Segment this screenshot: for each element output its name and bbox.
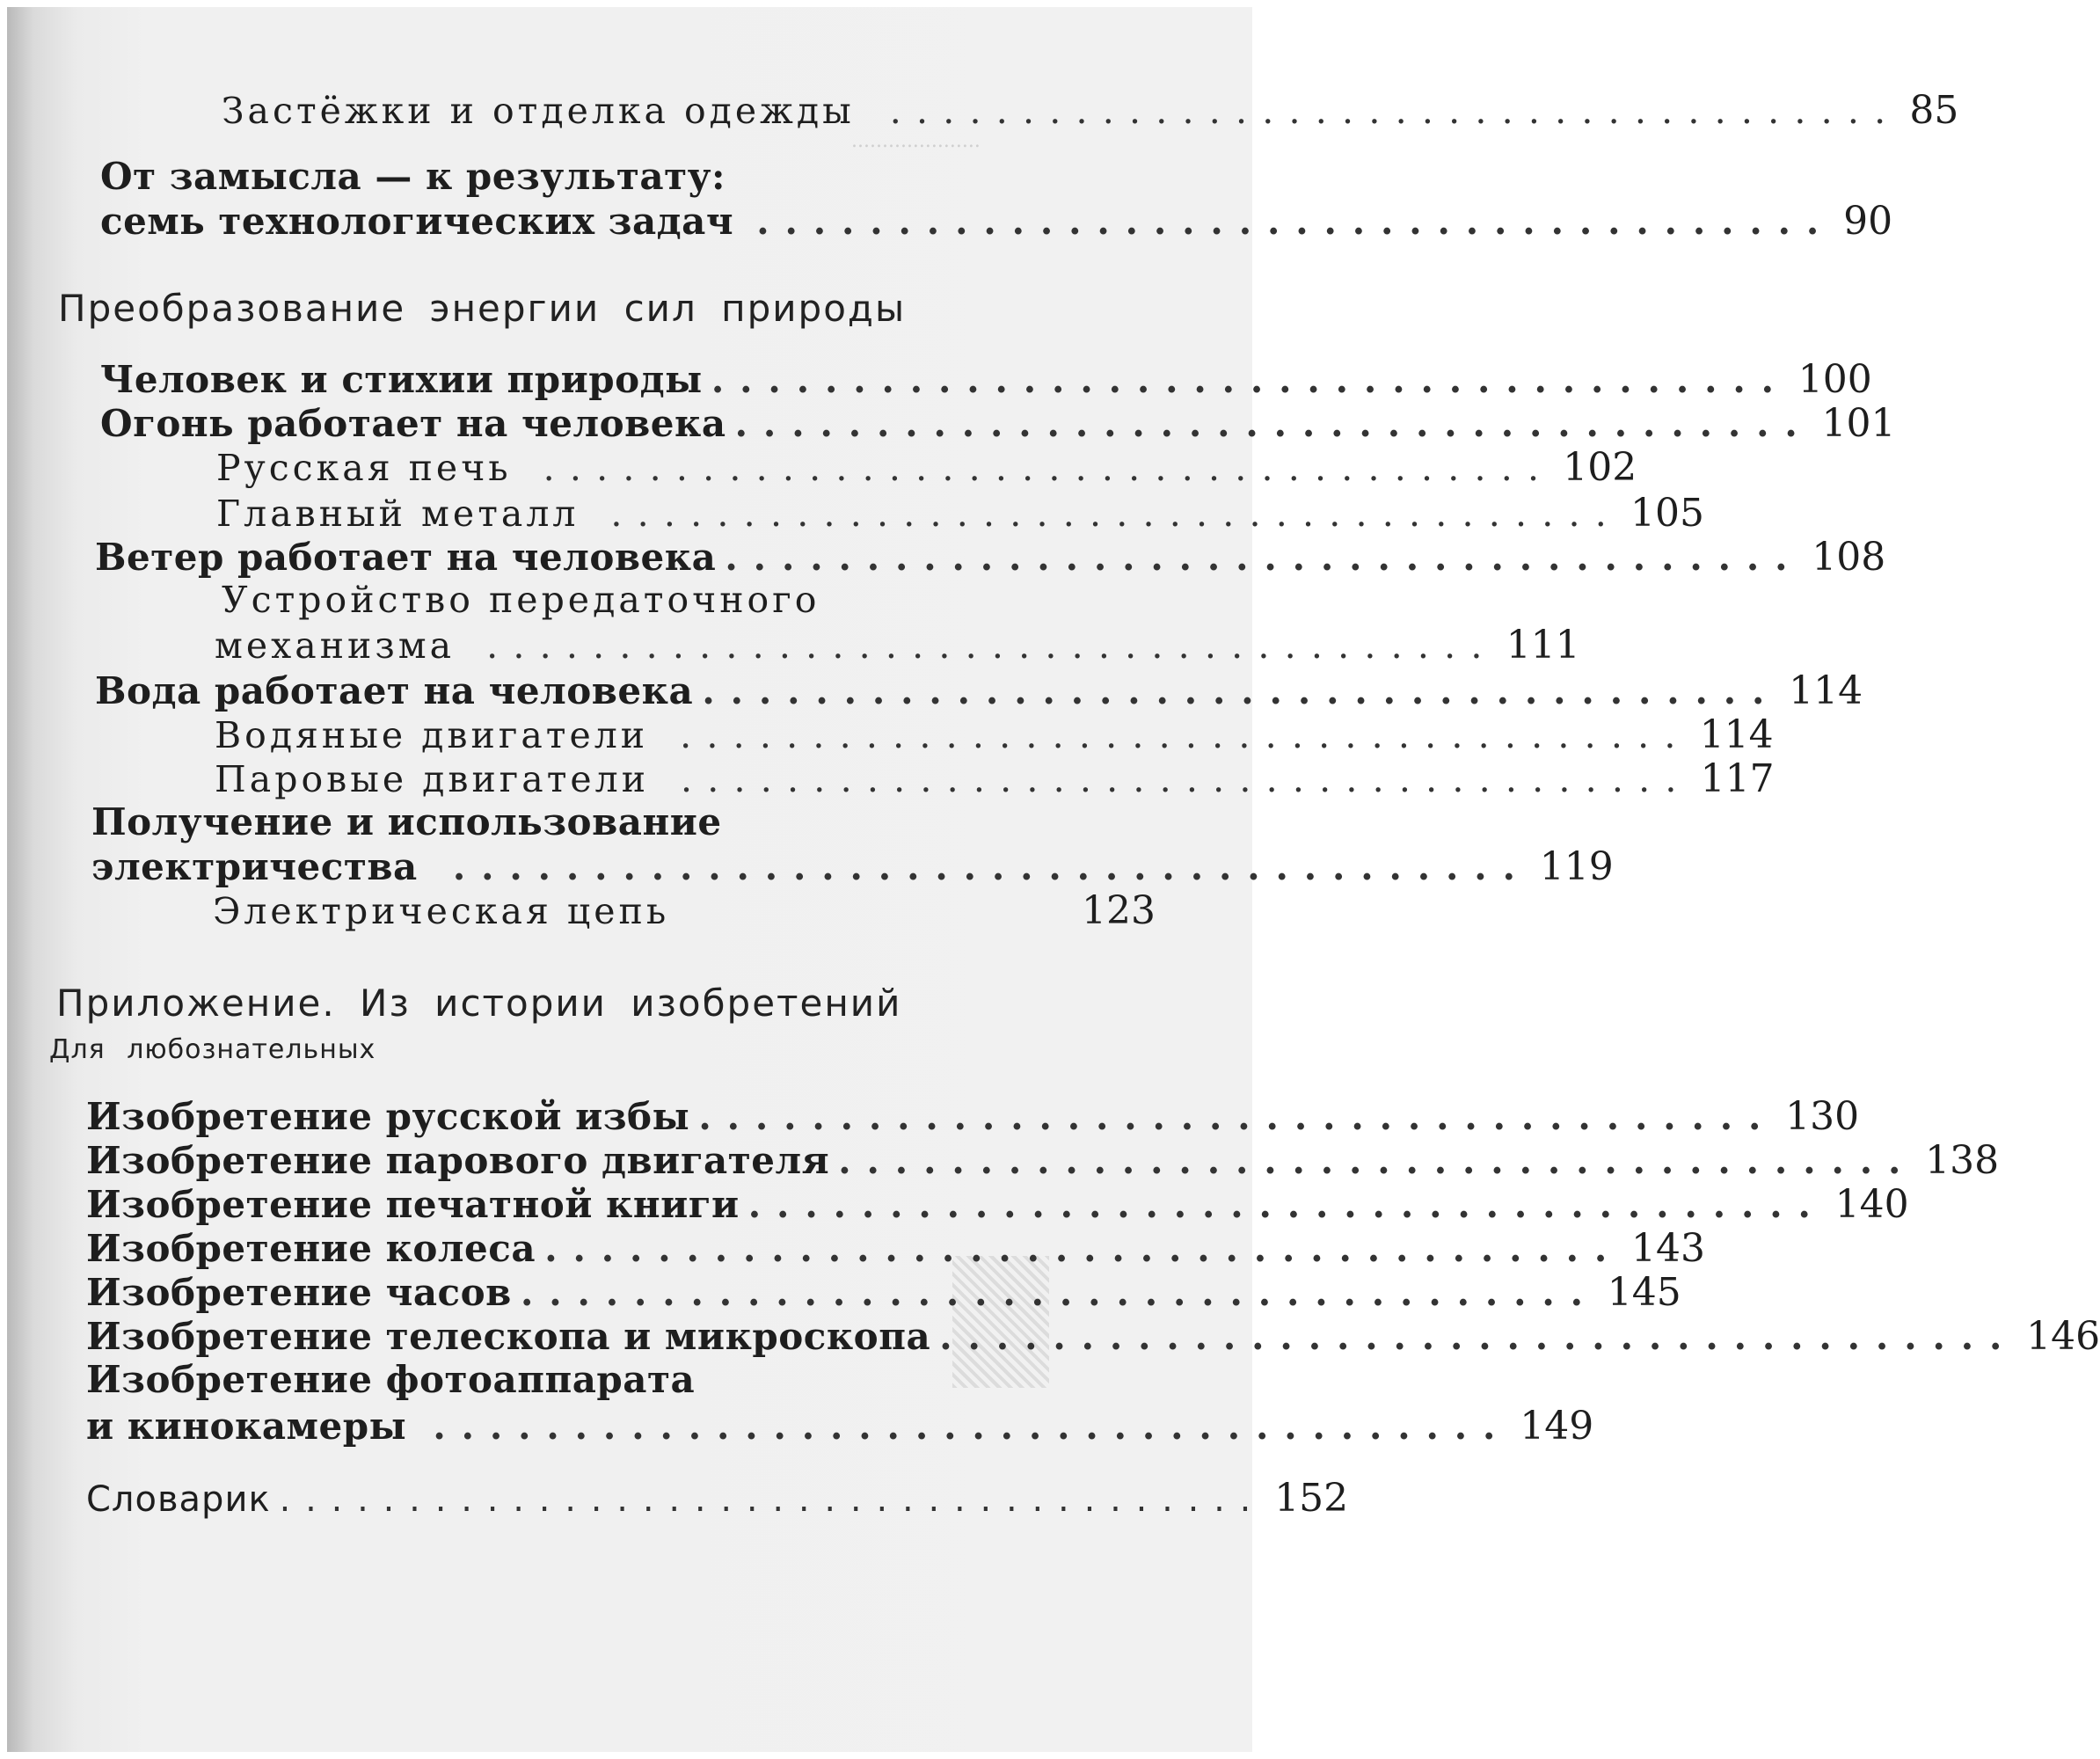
toc-entry-title: Получение и использование [91,800,722,843]
toc-entry-title: Изобретение колеса [86,1227,536,1270]
toc-entry [7,756,1775,801]
toc-leader-dots: ...................................... [543,447,1555,489]
toc-entry [7,1358,1252,1401]
toc-entry-title: Русская печь [216,447,512,489]
toc-entry [7,712,1774,757]
toc-entry-title: электричества [91,845,418,888]
toc-entry-title: От замысла — к результату: [100,155,726,198]
toc-leader-dots: ...................................... [734,402,1813,445]
toc-entry [7,1404,1594,1449]
toc-entry-title: Огонь работает на человека [100,402,726,445]
toc-leader-dots: ...................................... [702,669,1781,712]
toc-leader-dots: ...................................... [756,200,1835,243]
toc-entry-page: 119 [1539,844,1614,889]
toc-entry-title: Изобретение телескопа и микроскопа [86,1315,931,1358]
toc-entry-title: Изобретение фотоаппарата [86,1358,696,1401]
toc-entry-title: семь технологических задач [100,200,734,243]
toc-entry-page: 102 [1563,445,1637,490]
toc-leader-dots: ...................................... [725,536,1804,579]
toc-entry [7,668,1863,713]
toc-entry-title: Человек и стихии природы [100,358,703,401]
toc-leader-dots: ...................................... [838,1139,1917,1182]
toc-entry [7,491,1705,536]
subsection-heading-curious: Для любознательных [49,1034,376,1065]
toc-entry-page: 140 [1834,1182,1909,1227]
toc-entry [7,1476,1349,1521]
toc-entry [7,844,1614,889]
toc-leader-dots: ...................................... [747,1183,1827,1226]
toc-entry-page: 146 [2026,1314,2100,1359]
toc-entry-page: 143 [1631,1226,1706,1271]
toc-entry-title: Устройство передаточного [222,579,820,621]
toc-entry-page: 108 [1812,535,1886,580]
toc-entry-page: 117 [1700,756,1775,801]
toc-entry [7,623,1580,668]
toc-entry-page: 85 [1909,88,1959,133]
toc-leader-dots: ...................................... [520,1271,1599,1314]
toc-entry [7,888,1252,933]
toc-entry-page: 101 [1821,401,1896,446]
toc-entry [7,445,1637,490]
toc-entry-title: механизма [215,624,456,667]
toc-entry [7,1094,1860,1139]
toc-entry-page: 100 [1797,357,1872,402]
toc-leader-dots: ...................................... [889,90,1901,132]
toc-entry-page: 111 [1506,623,1580,668]
toc-entry-title: Электрическая цепь [213,890,670,932]
toc-leader-dots: ...................................... [433,1405,1512,1448]
toc-entry-title: и кинокамеры [86,1405,407,1448]
toc-entry [7,199,1893,244]
toc-entry-page: 145 [1607,1270,1681,1315]
toc-leader-dots: ...................................... [698,1095,1777,1138]
section-heading-energy: Преобразование энергии сил природы [58,287,907,330]
toc-entry-page: 138 [1925,1138,2000,1183]
toc-entry [7,401,1896,446]
toc-leader-dots: ...................................... [544,1227,1623,1270]
toc-entry [7,88,1959,133]
toc-entry-page: 90 [1843,199,1893,244]
toc-entry-title: Изобретение часов [86,1271,512,1314]
toc-leader-dots: ...................................... [610,493,1622,535]
toc-entry-page: 114 [1699,712,1774,757]
toc-entry-title: Вода работает на человека [95,669,694,712]
toc-entry-title: Изобретение русской избы [86,1095,690,1138]
toc-entry [7,1182,1909,1227]
toc-leader-dots: ...................................... [681,758,1692,800]
toc-entry-page: 114 [1789,668,1863,713]
toc-leader-dots: ...................................... [486,624,1498,667]
toc-leader-dots: ...................................... [452,845,1531,888]
book-page [7,7,2100,1752]
toc-entry-page: 123 [1082,888,1156,933]
toc-entry [7,1226,1706,1271]
toc-entry-title: Изобретение печатной книги [86,1183,740,1226]
toc-entry [7,1314,2100,1359]
show-through-text: ..................... [851,130,981,152]
toc-entry-title: Словарик [86,1479,271,1520]
toc-leader-dots: ...................................... [711,358,1790,401]
toc-entry [7,357,1872,402]
toc-leader-dots: ...................................... [939,1315,2018,1358]
toc-entry-title: Паровые двигатели [215,758,650,800]
toc-entry-page: 152 [1274,1476,1349,1521]
toc-entry-page: 130 [1785,1094,1860,1139]
toc-leader-dots: ...................................... [680,714,1691,756]
toc-entry-title: Водяные двигатели [215,714,649,756]
toc-entry-title: Застёжки и отделка одежды [222,90,855,132]
toc-entry [7,155,1252,198]
toc-entry-page: 149 [1520,1404,1594,1449]
toc-leader-dots: ...................................... [279,1479,1266,1520]
toc-entry-title: Ветер работает на человека [95,536,717,579]
toc-entry-title: Главный металл [216,493,580,535]
toc-entry [7,579,1252,621]
toc-entry [7,1270,1681,1315]
toc-entry [7,535,1886,580]
toc-entry [7,800,1252,843]
toc-entry-title: Изобретение парового двигателя [86,1139,830,1182]
toc-entry [7,1138,2000,1183]
toc-entry-page: 105 [1630,491,1705,536]
section-heading-appendix: Приложение. Из истории изобретений [56,982,902,1025]
